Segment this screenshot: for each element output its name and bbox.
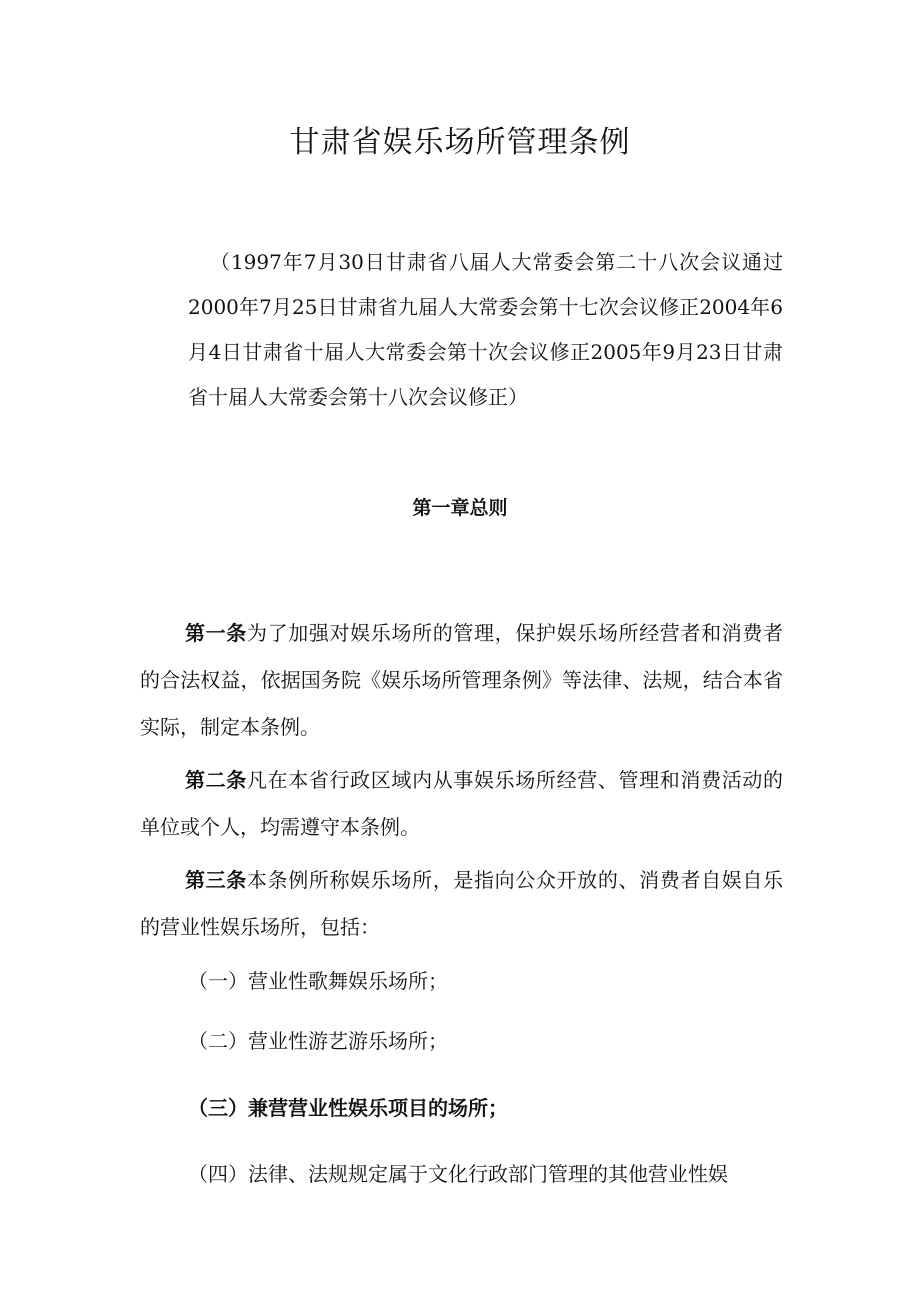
article-3-text: 本条例所称娱乐场所，是指向公众开放的、消费者自娱自乐的营业性娱乐场所，包括：	[140, 868, 784, 939]
article-1-text: 为了加强对娱乐场所的管理，保护娱乐场所经营者和消费者的合法权益，依据国务院《娱乐场所管理条例》等法律、法规，结合本省实际，制定本条例。	[140, 621, 784, 739]
chapter-heading: 第一章总则	[412, 497, 508, 519]
article-1-label: 第一条	[185, 621, 247, 645]
document-title: 甘肃省娱乐场所管理条例	[289, 125, 631, 160]
list-item: （一）营业性歌舞娱乐场所；	[188, 969, 448, 993]
list-item: （三）兼营营业性娱乐项目的场所；	[188, 1096, 508, 1120]
article-2-text: 凡在本省行政区域内从事娱乐场所经营、管理和消费活动的单位或个人，均需遵守本条例。	[140, 768, 784, 839]
list-item: （二）营业性游艺游乐场所；	[188, 1029, 448, 1053]
article-1	[140, 610, 783, 751]
article-2-label: 第二条	[185, 768, 247, 792]
article-3-label: 第三条	[185, 868, 247, 892]
list-item: （四）法律、法规规定属于文化行政部门管理的其他营业性娱	[188, 1162, 728, 1186]
article-3	[140, 857, 783, 951]
article-2	[140, 757, 783, 851]
adoption-note: （1997年7月30日甘肃省八届人大常委会第二十八次会议通过2000年7月25日甘肃省九届人大常委会第十七次会议修正2004年6月4日甘肃省十届人大常委会第十次会议修正2005年9月23日甘肃省十届人大常委会第十八次会议修正）	[188, 250, 783, 409]
